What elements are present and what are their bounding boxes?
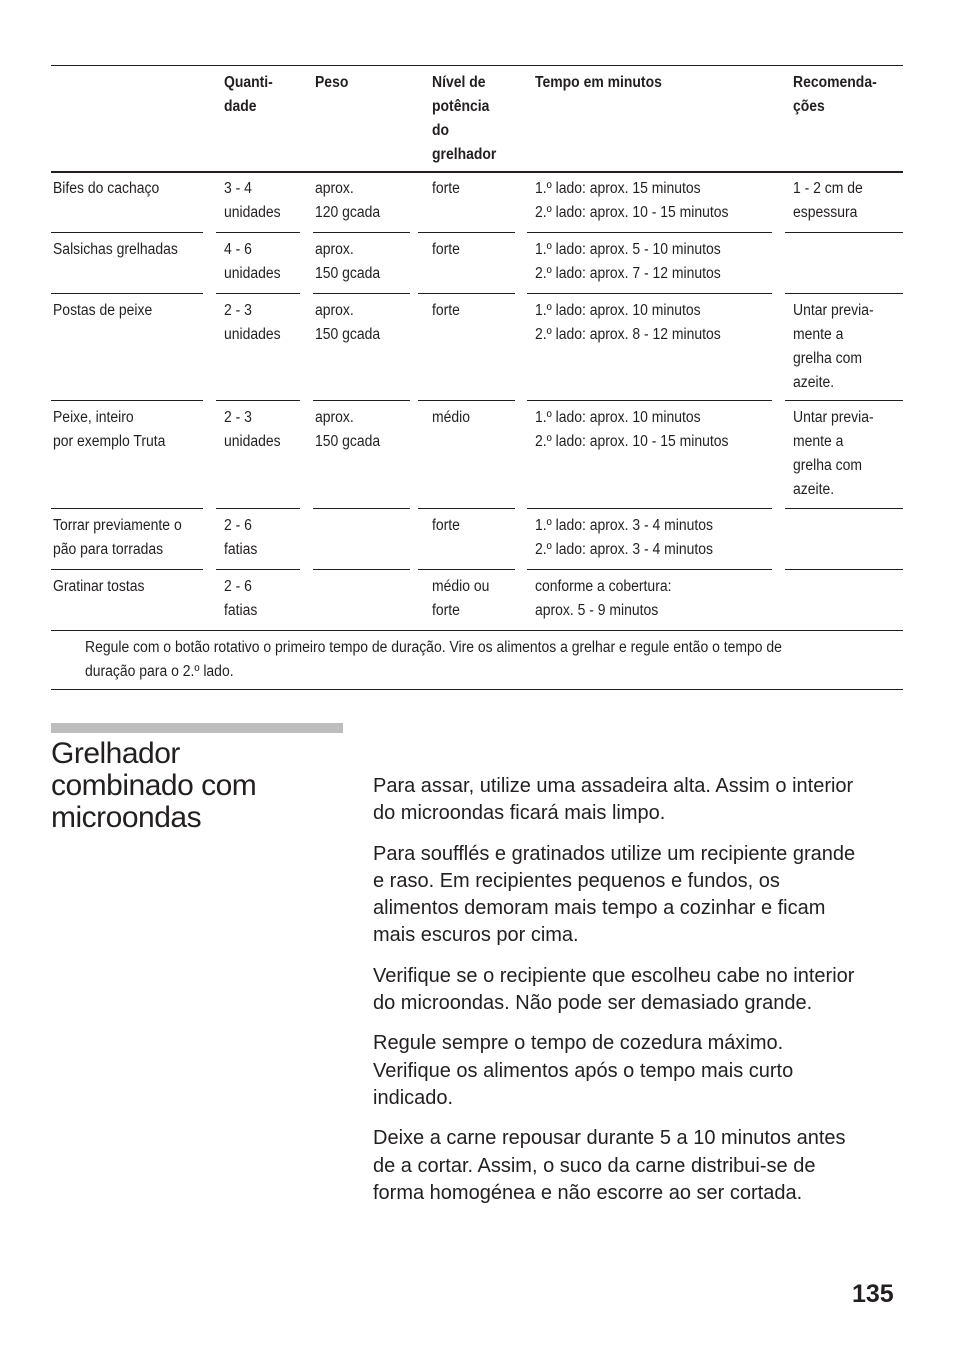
- table-cell: Gratinar tostas: [53, 578, 145, 595]
- row-divider: [418, 293, 515, 294]
- row-divider: [313, 232, 410, 233]
- table-cell: 4 - 6 unidades: [224, 241, 281, 282]
- paragraph: Para assar, utilize uma assadeira alta. Assim o interior do microondas ficará mais limpo.: [373, 775, 854, 825]
- table-cell: 1.º lado: aprox. 3 - 4 minutos 2.º lado: aprox. 3 - 4 minutos: [535, 517, 714, 558]
- table-cell: 3 - 4 unidades: [224, 180, 281, 221]
- row-divider: [785, 293, 903, 294]
- table-cell: 2 - 6 fatias: [224, 578, 258, 619]
- table-cell: Bifes do cachaço: [53, 180, 160, 197]
- table-cell: aprox. 150 gcada: [315, 409, 381, 450]
- table-bottom-rule: [51, 689, 903, 690]
- header-cell: Peso: [315, 74, 349, 91]
- paragraph: Regule sempre o tempo de cozedura máximo. Verifique os alimentos após o tempo mais curto indicado.: [373, 1032, 794, 1109]
- row-divider: [527, 232, 772, 233]
- row-divider: [313, 293, 410, 294]
- table-cell: 1.º lado: aprox. 10 minutos 2.º lado: aprox. 8 - 12 minutos: [535, 302, 721, 343]
- row-divider: [418, 569, 515, 570]
- row-divider: [313, 400, 410, 401]
- table-cell: conforme a cobertura: aprox. 5 - 9 minutos: [535, 578, 672, 619]
- page-number: 135: [852, 1280, 894, 1308]
- table-cell: 1.º lado: aprox. 5 - 10 minutos 2.º lado: aprox. 7 - 12 minutos: [535, 241, 721, 282]
- table-cell: forte: [432, 241, 460, 258]
- row-divider: [527, 400, 772, 401]
- row-divider: [785, 569, 903, 570]
- header-cell: Recomenda- ções: [793, 74, 877, 115]
- row-divider: [418, 232, 515, 233]
- row-divider: [216, 508, 300, 509]
- row-divider: [51, 630, 903, 631]
- table-cell: 1 - 2 cm de espessura: [793, 180, 863, 221]
- table-cell: forte: [432, 517, 460, 534]
- table-cell: forte: [432, 180, 460, 197]
- table-header-row: [51, 71, 903, 174]
- row-divider: [51, 293, 203, 294]
- section-heading: Grelhador combinado com microondas: [51, 737, 257, 834]
- row-divider: [527, 569, 772, 570]
- table-cell: forte: [432, 302, 460, 319]
- table-cell: Untar previa- mente a grelha com azeite.: [793, 302, 874, 391]
- row-divider: [785, 400, 903, 401]
- table-cell: 2 - 6 fatias: [224, 517, 258, 558]
- row-divider: [51, 232, 203, 233]
- row-divider: [216, 569, 300, 570]
- row-divider: [216, 293, 300, 294]
- table-cell: Untar previa- mente a grelha com azeite.: [793, 409, 874, 498]
- paragraph: Deixe a carne repousar durante 5 a 10 minutos antes de a cortar. Assim, o suco da carne distribui-se de forma homogénea e não escorre ao ser cortada.: [373, 1127, 846, 1204]
- table-cell: Peixe, inteiro por exemplo Truta: [53, 409, 166, 450]
- table-cell: aprox. 150 gcada: [315, 302, 381, 343]
- table-cell: 1.º lado: aprox. 15 minutos 2.º lado: aprox. 10 - 15 minutos: [535, 180, 729, 221]
- row-divider: [51, 569, 203, 570]
- row-divider: [216, 232, 300, 233]
- section-body: [373, 773, 913, 1220]
- table-cell: Salsichas grelhadas: [53, 241, 178, 258]
- paragraph: Verifique se o recipiente que escolheu cabe no interior do microondas. Não pode ser demasiado grande.: [373, 964, 855, 1015]
- table-cell: 2 - 3 unidades: [224, 409, 281, 450]
- header-cell: Quanti- dade: [224, 74, 273, 115]
- header-cell: Nível de potência do grelhador: [432, 74, 497, 163]
- row-divider: [418, 508, 515, 509]
- table-cell: 2 - 3 unidades: [224, 302, 281, 343]
- row-divider: [51, 400, 203, 401]
- table-cell: 1.º lado: aprox. 10 minutos 2.º lado: aprox. 10 - 15 minutos: [535, 409, 729, 450]
- section-heading-bar: [51, 723, 343, 733]
- header-cell: Tempo em minutos: [535, 74, 662, 91]
- table-cell: aprox. 150 gcada: [315, 241, 381, 282]
- table-cell: Torrar previamente o pão para torradas: [53, 517, 182, 558]
- row-divider: [313, 508, 410, 509]
- row-divider: [51, 508, 203, 509]
- row-divider: [785, 232, 903, 233]
- table-note: Regule com o botão rotativo o primeiro tempo de duração. Vire os alimentos a grelhar e regule então o tempo de duração para o 2.º lado.: [85, 639, 782, 680]
- table-cell: Postas de peixe: [53, 302, 153, 319]
- table-cell: médio ou forte: [432, 578, 490, 619]
- row-divider: [313, 569, 410, 570]
- row-divider: [418, 400, 515, 401]
- table-cell: aprox. 120 gcada: [315, 180, 381, 221]
- paragraph: Para soufflés e gratinados utilize um recipiente grande e raso. Em recipientes pequenos e fundos, os alimentos demoram mais tempo a cozinhar e ficam mais escuros por cima.: [373, 842, 856, 947]
- row-divider: [527, 293, 772, 294]
- header-divider: [51, 171, 903, 173]
- grill-table: [51, 65, 903, 169]
- table-cell: médio: [432, 409, 470, 426]
- row-divider: [216, 400, 300, 401]
- row-divider: [527, 508, 772, 509]
- row-divider: [785, 508, 903, 509]
